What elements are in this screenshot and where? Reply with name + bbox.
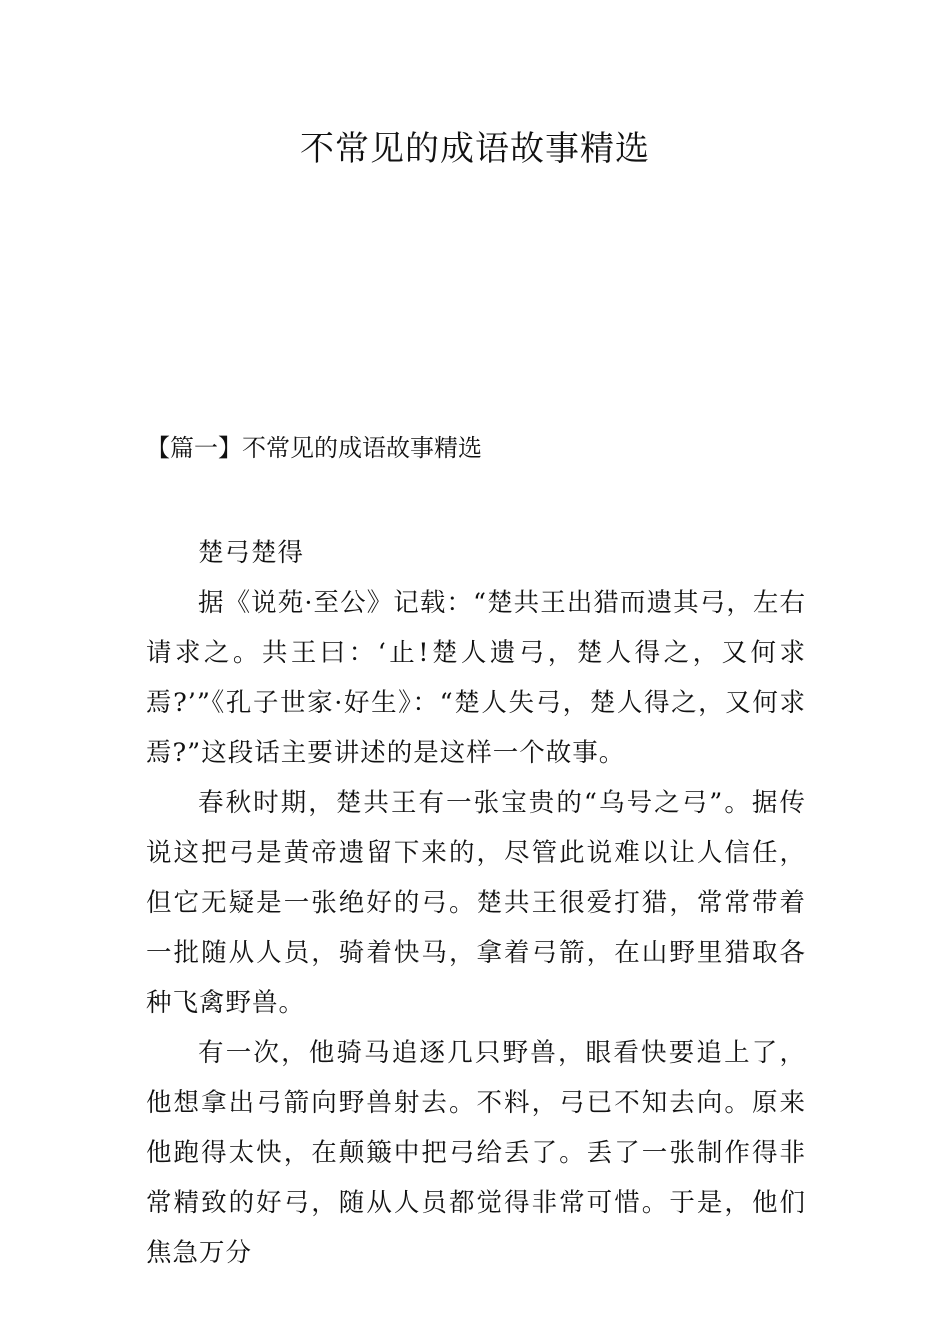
section-heading: 【篇一】不常见的成语故事精选 (146, 434, 482, 462)
story-title: 楚弓楚得 (198, 538, 305, 568)
story-body (146, 528, 806, 1278)
paragraph: 春秋时期，楚共王有一张宝贵的“乌号之弓”。据传说这把弓是黄帝遗留下来的，尽管此说难以让人信任，但它无疑是一张绝好的弓。楚共王很爱打猎，常常带着一批随从人员，骑着快马，拿着弓箭，在山野里猎取各种飞禽野兽。 (146, 788, 806, 1018)
page-title: 不常见的成语故事精选 (300, 129, 650, 169)
paragraph: 有一次，他骑马追逐几只野兽，眼看快要追上了，他想拿出弓箭向野兽射去。不料，弓已不知去向。原来他跑得太快，在颠簸中把弓给丢了。丢了一张制作得非常精致的好弓，随从人员都觉得非常可惜。于是，他们焦急万分 (146, 1038, 806, 1268)
paragraph: 据《说苑·至公》记载：“楚共王出猎而遗其弓，左右请求之。共王曰：‘止!楚人遗弓，楚人得之，又何求焉?’”《孔子世家·好生》：“楚人失弓，楚人得之，又何求焉?”这段话主要讲述的是这样一个故事。 (146, 588, 806, 768)
